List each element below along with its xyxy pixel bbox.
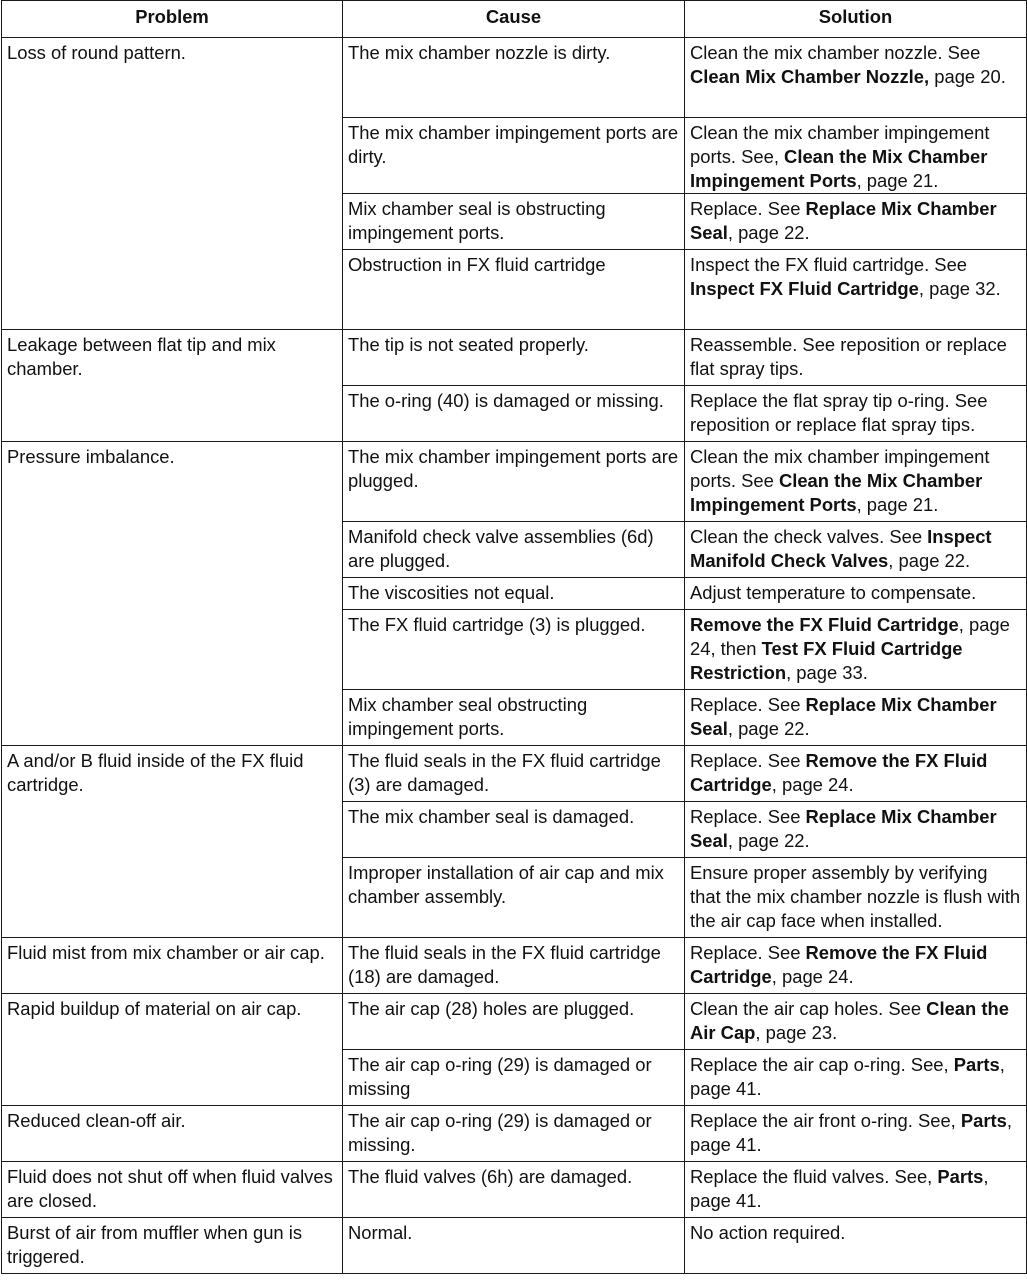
solution-text: , page 41. (690, 1166, 989, 1211)
table-body (2, 38, 1027, 1274)
solution-reference: Replace Mix Chamber Seal (690, 694, 997, 739)
solution-cell (685, 442, 1027, 522)
cause-cell: Mix chamber seal is obstructing impingement ports. (343, 194, 685, 250)
solution-text: , page 21. (856, 494, 939, 515)
cause-cell: The mix chamber seal is damaged. (343, 802, 685, 858)
solution-cell (685, 330, 1027, 386)
solution-reference: Parts (953, 1054, 1000, 1075)
solution-text: , page 22. (727, 718, 810, 739)
solution-reference: Remove the FX Fluid Cartridge (690, 750, 988, 795)
solution-cell (685, 858, 1027, 938)
cause-cell: The air cap (28) holes are plugged. (343, 994, 685, 1050)
solution-cell (685, 610, 1027, 690)
solution-text: Replace the flat spray tip o-ring. See reposition or replace flat spray tips. (690, 390, 988, 435)
solution-text: , page 22. (888, 550, 971, 571)
solution-text: , page 24, then (690, 614, 1010, 659)
solution-text: , page 32. (918, 278, 1001, 299)
solution-reference: Remove the FX Fluid Cartridge (690, 614, 959, 635)
solution-text: Replace. See (690, 806, 806, 827)
solution-text: page 20. (929, 66, 1006, 87)
cause-cell: Obstruction in FX fluid cartridge (343, 250, 685, 330)
table-row (2, 1106, 1027, 1162)
solution-column-header: Solution (685, 1, 1027, 38)
solution-text: Clean the mix chamber nozzle. See (690, 42, 981, 63)
cause-cell: The fluid seals in the FX fluid cartridge (3) are damaged. (343, 746, 685, 802)
solution-reference: Clean the Mix Chamber Impingement Ports (690, 146, 988, 191)
solution-cell (685, 802, 1027, 858)
solution-text: Clean the mix chamber impingement ports. See (690, 446, 990, 491)
problem-cell: Fluid does not shut off when fluid valves are closed. (2, 1162, 343, 1218)
solution-reference: Remove the FX Fluid Cartridge (690, 942, 988, 987)
cause-cell: The air cap o-ring (29) is damaged or missing (343, 1050, 685, 1106)
cause-cell: Normal. (343, 1218, 685, 1274)
problem-cell: A and/or B fluid inside of the FX fluid cartridge. (2, 746, 343, 938)
solution-reference: Clean the Air Cap (690, 998, 1009, 1043)
cause-cell: The tip is not seated properly. (343, 330, 685, 386)
solution-cell (685, 994, 1027, 1050)
solution-cell (685, 250, 1027, 330)
solution-reference: Clean Mix Chamber Nozzle, (690, 66, 930, 87)
solution-text: , page 41. (690, 1110, 1013, 1155)
cause-cell: Improper installation of air cap and mix chamber assembly. (343, 858, 685, 938)
solution-cell (685, 1050, 1027, 1106)
solution-text: , page 41. (690, 1054, 1005, 1099)
table-row (2, 442, 1027, 522)
solution-text: , page 22. (727, 830, 810, 851)
solution-reference: Parts (960, 1110, 1007, 1131)
cause-cell: The air cap o-ring (29) is damaged or missing. (343, 1106, 685, 1162)
problem-cell: Reduced clean-off air. (2, 1106, 343, 1162)
solution-cell (685, 578, 1027, 610)
problem-cell: Burst of air from muffler when gun is triggered. (2, 1218, 343, 1274)
solution-reference: Test FX Fluid Cartridge Restriction (690, 638, 963, 683)
solution-cell (685, 386, 1027, 442)
solution-reference: Clean the Mix Chamber Impingement Ports (690, 470, 983, 515)
troubleshooting-table (1, 0, 1027, 1274)
header-row (2, 1, 1027, 38)
solution-cell (685, 938, 1027, 994)
problem-column-header: Problem (2, 1, 343, 38)
solution-cell (685, 118, 1027, 194)
solution-cell (685, 522, 1027, 578)
problem-cell: Fluid mist from mix chamber or air cap. (2, 938, 343, 994)
solution-text: , page 33. (786, 662, 868, 683)
table-row (2, 38, 1027, 118)
table-row (2, 1162, 1027, 1218)
solution-text: Reassemble. See reposition or replace flat spray tips. (690, 334, 1007, 379)
solution-reference: Inspect FX Fluid Cartridge (690, 278, 919, 299)
cause-cell: The mix chamber impingement ports are dirty. (343, 118, 685, 194)
cause-cell: The o-ring (40) is damaged or missing. (343, 386, 685, 442)
solution-cell (685, 690, 1027, 746)
cause-cell: The mix chamber nozzle is dirty. (343, 38, 685, 118)
cause-cell: The fluid valves (6h) are damaged. (343, 1162, 685, 1218)
solution-text: Inspect the FX fluid cartridge. See (690, 254, 968, 275)
table-row (2, 746, 1027, 802)
solution-text: Clean the mix chamber impingement ports. See, (690, 122, 990, 167)
solution-text: Clean the air cap holes. See (690, 998, 927, 1019)
solution-cell (685, 1106, 1027, 1162)
solution-cell (685, 194, 1027, 250)
solution-text: Adjust temperature to compensate. (690, 582, 977, 603)
solution-cell (685, 38, 1027, 118)
solution-text: , page 22. (727, 222, 810, 243)
cause-column-header: Cause (343, 1, 685, 38)
solution-text: Replace the fluid valves. See, (690, 1166, 938, 1187)
solution-cell (685, 1218, 1027, 1274)
solution-text: , page 23. (755, 1022, 838, 1043)
cause-cell: The mix chamber impingement ports are plugged. (343, 442, 685, 522)
solution-reference: Parts (937, 1166, 984, 1187)
solution-reference: Inspect Manifold Check Valves (690, 526, 992, 571)
solution-text: , page 21. (856, 170, 939, 191)
cause-cell: Mix chamber seal obstructing impingement ports. (343, 690, 685, 746)
solution-text: Replace. See (690, 942, 806, 963)
cause-cell: The fluid seals in the FX fluid cartridge (18) are damaged. (343, 938, 685, 994)
table-row (2, 330, 1027, 386)
solution-text: Ensure proper assembly by verifying that the mix chamber nozzle is flush with the air cap face when installed. (690, 862, 1021, 931)
problem-cell: Loss of round pattern. (2, 38, 343, 330)
cause-cell: Manifold check valve assemblies (6d) are plugged. (343, 522, 685, 578)
problem-cell: Leakage between flat tip and mix chamber. (2, 330, 343, 442)
solution-text: Replace the air cap o-ring. See, (690, 1054, 954, 1075)
table-row (2, 1218, 1027, 1274)
solution-cell (685, 1162, 1027, 1218)
solution-cell (685, 746, 1027, 802)
cause-cell: The FX fluid cartridge (3) is plugged. (343, 610, 685, 690)
table-row (2, 994, 1027, 1050)
solution-text: Replace. See (690, 750, 806, 771)
problem-cell: Pressure imbalance. (2, 442, 343, 746)
solution-text: , page 24. (771, 966, 854, 987)
solution-text: Replace. See (690, 694, 806, 715)
table-row (2, 938, 1027, 994)
cause-cell: The viscosities not equal. (343, 578, 685, 610)
solution-text: Clean the check valves. See (690, 526, 928, 547)
solution-text: No action required. (690, 1222, 846, 1243)
solution-text: , page 24. (771, 774, 854, 795)
solution-text: Replace. See (690, 198, 806, 219)
solution-reference: Replace Mix Chamber Seal (690, 198, 997, 243)
problem-cell: Rapid buildup of material on air cap. (2, 994, 343, 1106)
solution-text: Replace the air front o-ring. See, (690, 1110, 961, 1131)
solution-reference: Replace Mix Chamber Seal (690, 806, 997, 851)
